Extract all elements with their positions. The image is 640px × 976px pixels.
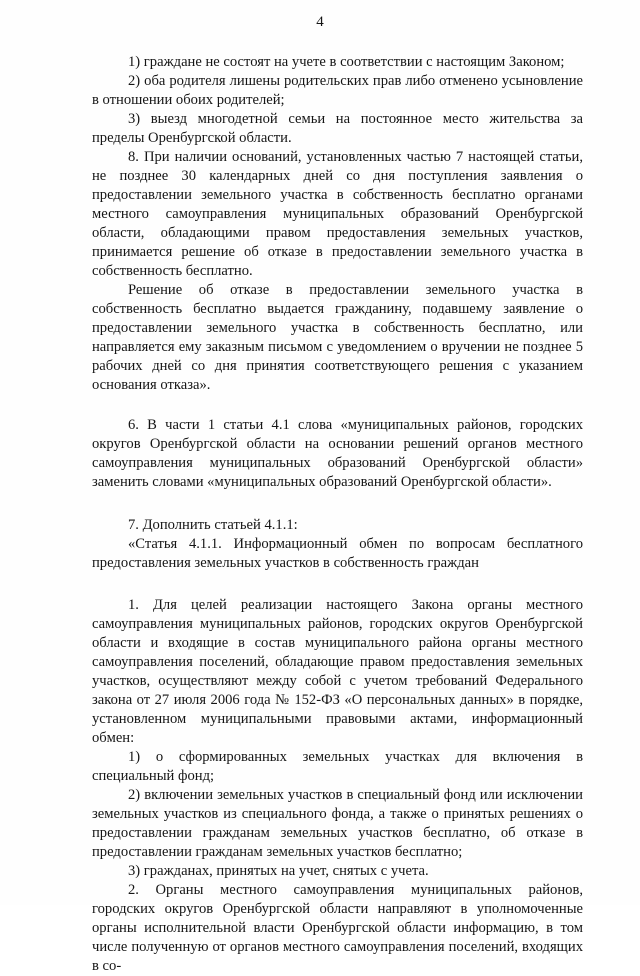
paragraph-article-point-1: 1. Для целей реализации настоящего Закона органы местного самоуправления муниципальных районов, городских округов Оренбургской области и входящие в состав муниципального района органы местного самоуправления поселений, обладающие правом предоставления земельных участков, осуществляют между собой с учетом требований Федерального закона от 27 июля 2006 года № 152-ФЗ «О персональных данных» в порядке, установленном муниципальными правовыми актами, информационный обмен:	[92, 597, 583, 746]
paragraph-spacer	[92, 573, 583, 596]
paragraph-refusal-decision: Решение об отказе в предоставлении земельного участка в собственность бесплатно выдается гражданину, подавшему заявление о предоставлении земельного участка в собственность бесплатно, или направляется ему заказным письмом с уведомлением о вручении не позднее 5 рабочих дней со дня принятия соответствующего решения с указанием основания отказа».	[92, 282, 583, 393]
paragraph-article-point-2: 2. Органы местного самоуправления муниципальных районов, городских округов Оренбургской области направляют в уполномоченные органы исполнительной власти Оренбургской области информацию, в том числе полученную от органов местного самоуправления поселений, входящих в со-	[92, 882, 583, 974]
paragraph-amendment-6: 6. В части 1 статьи 4.1 слова «муниципальных районов, городских округов Оренбургской области на основании решений органов местного самоуправления муниципальных образований Оренбургской области» заменить словами «муниципальных образований Оренбургской области».	[92, 417, 583, 490]
article-4-1-1-heading: «Статья 4.1.1. Информационный обмен по вопросам бесплатного предоставления земельных участков в собственность граждан	[92, 536, 583, 571]
paragraph-subitem-2: 2) включении земельных участков в специальный фонд или исключении земельных участков из специального фонда, а также о принятых решениях о предоставлении гражданам земельных участков бесплатно, об отказе в предоставлении гражданам земельных участков бесплатно;	[92, 787, 583, 860]
paragraph-subitem-3: 3) гражданах, принятых на учет, снятых с учета.	[128, 863, 429, 879]
document-body	[92, 53, 583, 976]
paragraph-subitem-1: 1) о сформированных земельных участках для включения в специальный фонд;	[92, 749, 583, 784]
page-number: 4	[316, 14, 324, 30]
paragraph-item-1: 1) граждане не состоят на учете в соответствии с настоящим Законом;	[128, 54, 565, 70]
paragraph-spacer	[92, 492, 583, 516]
paragraph-item-2: 2) оба родителя лишены родительских прав либо отменено усыновление в отношении обоих родителей;	[92, 73, 583, 108]
paragraph-spacer	[92, 395, 583, 416]
paragraph-item-3: 3) выезд многодетной семьи на постоянное место жительства за пределы Оренбургской области.	[92, 111, 583, 146]
paragraph-amendment-7: 7. Дополнить статьей 4.1.1:	[128, 517, 298, 533]
paragraph-point-8: 8. При наличии оснований, установленных частью 7 настоящей статьи, не позднее 30 календарных дней со дня поступления заявления о предоставлении земельного участка в собственность бесплатно органами местного самоуправления муниципальных образований Оренбургской области, обладающими правом предоставления земельных участков, принимается решение об отказе в предоставлении земельного участка в собственность бесплатно.	[92, 149, 583, 279]
